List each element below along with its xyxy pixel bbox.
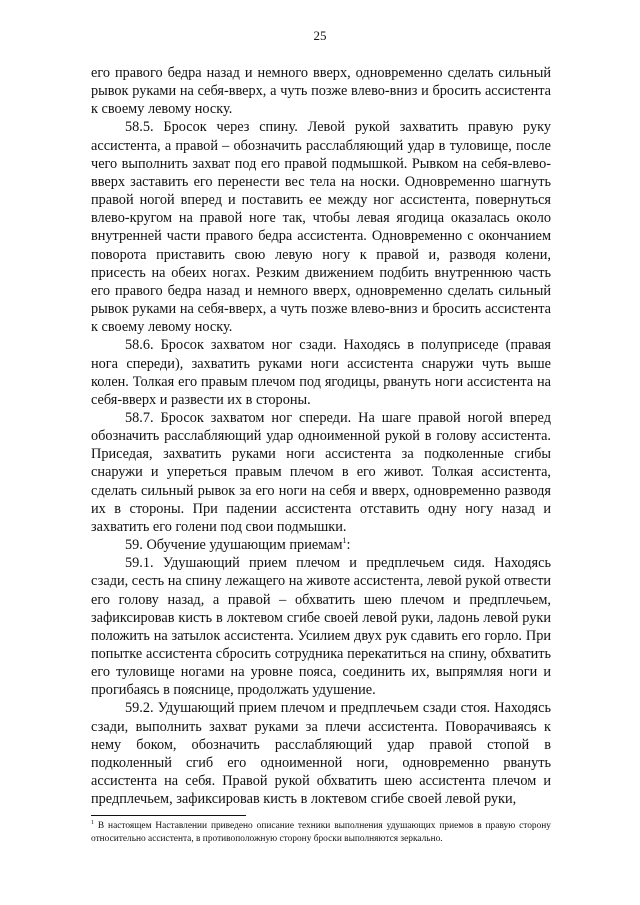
page-number: 25 — [313, 28, 327, 43]
footnote-marker: 1 — [342, 536, 347, 546]
body-text — [91, 64, 551, 808]
paragraph-58-5: 58.5. Бросок через спину. Левой рукой захватить правую руку ассистента, а правой – обозначить расслабляющий удар в туловище, после чего выполнить захват под его правой подмышкой. Рывком на себя-влево-вверх заставить его перенести вес тела на носки. Одновременно шагнуть правой ногой вперед и поставить ее между ног ассистента, повернуться влево-кругом на правой ноге так, чтобы левая ягодица оказалась около внутренней части правого бедра ассистента. Одновременно с окончанием поворота приставить свою левую ногу к правой и, разводя колени, присесть на обеих ногах. Резким движением подбить внутреннюю часть его правого бедра назад и немного вверх, одновременно сделать сильный рывок руками на себя-вверх, а чуть позже влево-вниз и бросить ассистента к своему левому носку. — [91, 119, 551, 336]
paragraph-58-7: 58.7. Бросок захватом ног спереди. На шаге правой ногой вперед обозначить расслабляющий удар одноименной рукой в голову ассистента. Приседая, захватить руками ноги ассистента за подколенные сгибы снаружи и упереться правым плечом в его живот. Толкая ассистента, сделать сильный рывок за его ноги на себя и вверх, одновременно разводя их в стороны. При падении ассистента отставить одну ногу назад и захватить его голени под свои подмышки. — [91, 409, 551, 535]
footnote-divider — [91, 815, 246, 816]
paragraph-58-6: 58.6. Бросок захватом ног сзади. Находясь в полуприседе (правая нога спереди), захватить руками ноги ассистента снаружи чуть выше колен. Толкая его правым плечом под ягодицы, рвануть ноги ассистента на себя-вверх и развести их в стороны. — [91, 337, 551, 408]
paragraph-continuation: его правого бедра назад и немного вверх, одновременно сделать сильный рывок руками на себя-вверх, а чуть позже влево-вниз и бросить ассистента к своему левому носку. — [91, 65, 551, 118]
paragraph-59-heading: 59. Обучение удушающим приемам$^1$: — [125, 536, 351, 554]
paragraph-59-1: 59.1. Удушающий прием плечом и предплечьем сидя. Находясь сзади, сесть на спину лежащего на животе ассистента, левой рукой отвести его голову назад, а правой – обхватить шею плечом и предплечьем, зафиксировав кисть в локтевом сгибе своей левой руки, ладонь левой руки положить на затылок ассистента. Усилием двух рук сдавить его горло. При попытке ассистента сбросить сотрудника перекатиться на спину, обхватить его туловище ногами на уровне пояса, соединить их, выпрямляя ноги и прогибаясь в пояснице, продолжать удушение. — [91, 555, 551, 699]
footnote-number: 1 — [91, 819, 94, 826]
footnote — [91, 820, 551, 845]
footnote-text: В настоящем Наставлении приведено описание техники выполнения удушающих приемов в правую сторону относительно ассистента, в противоположную сторону броски выполняются зеркально. — [91, 821, 551, 844]
paragraph-59-2: 59.2. Удушающий прием плечом и предплечьем сзади стоя. Находясь сзади, выполнить захват руками за плечи ассистента. Поворачиваясь к нему боком, обозначить расслабляющий удар правой стопой в подколенный сгиб его одноименной ноги, одновременно рвануть ассистента на себя. Правой рукой обхватить шею ассистента плечом и предплечьем, зафиксировав кисть в локтевом сгибе своей левой руки, — [91, 700, 551, 808]
paragraph-59-heading-text: 59. Обучение удушающим приемам — [125, 537, 343, 554]
